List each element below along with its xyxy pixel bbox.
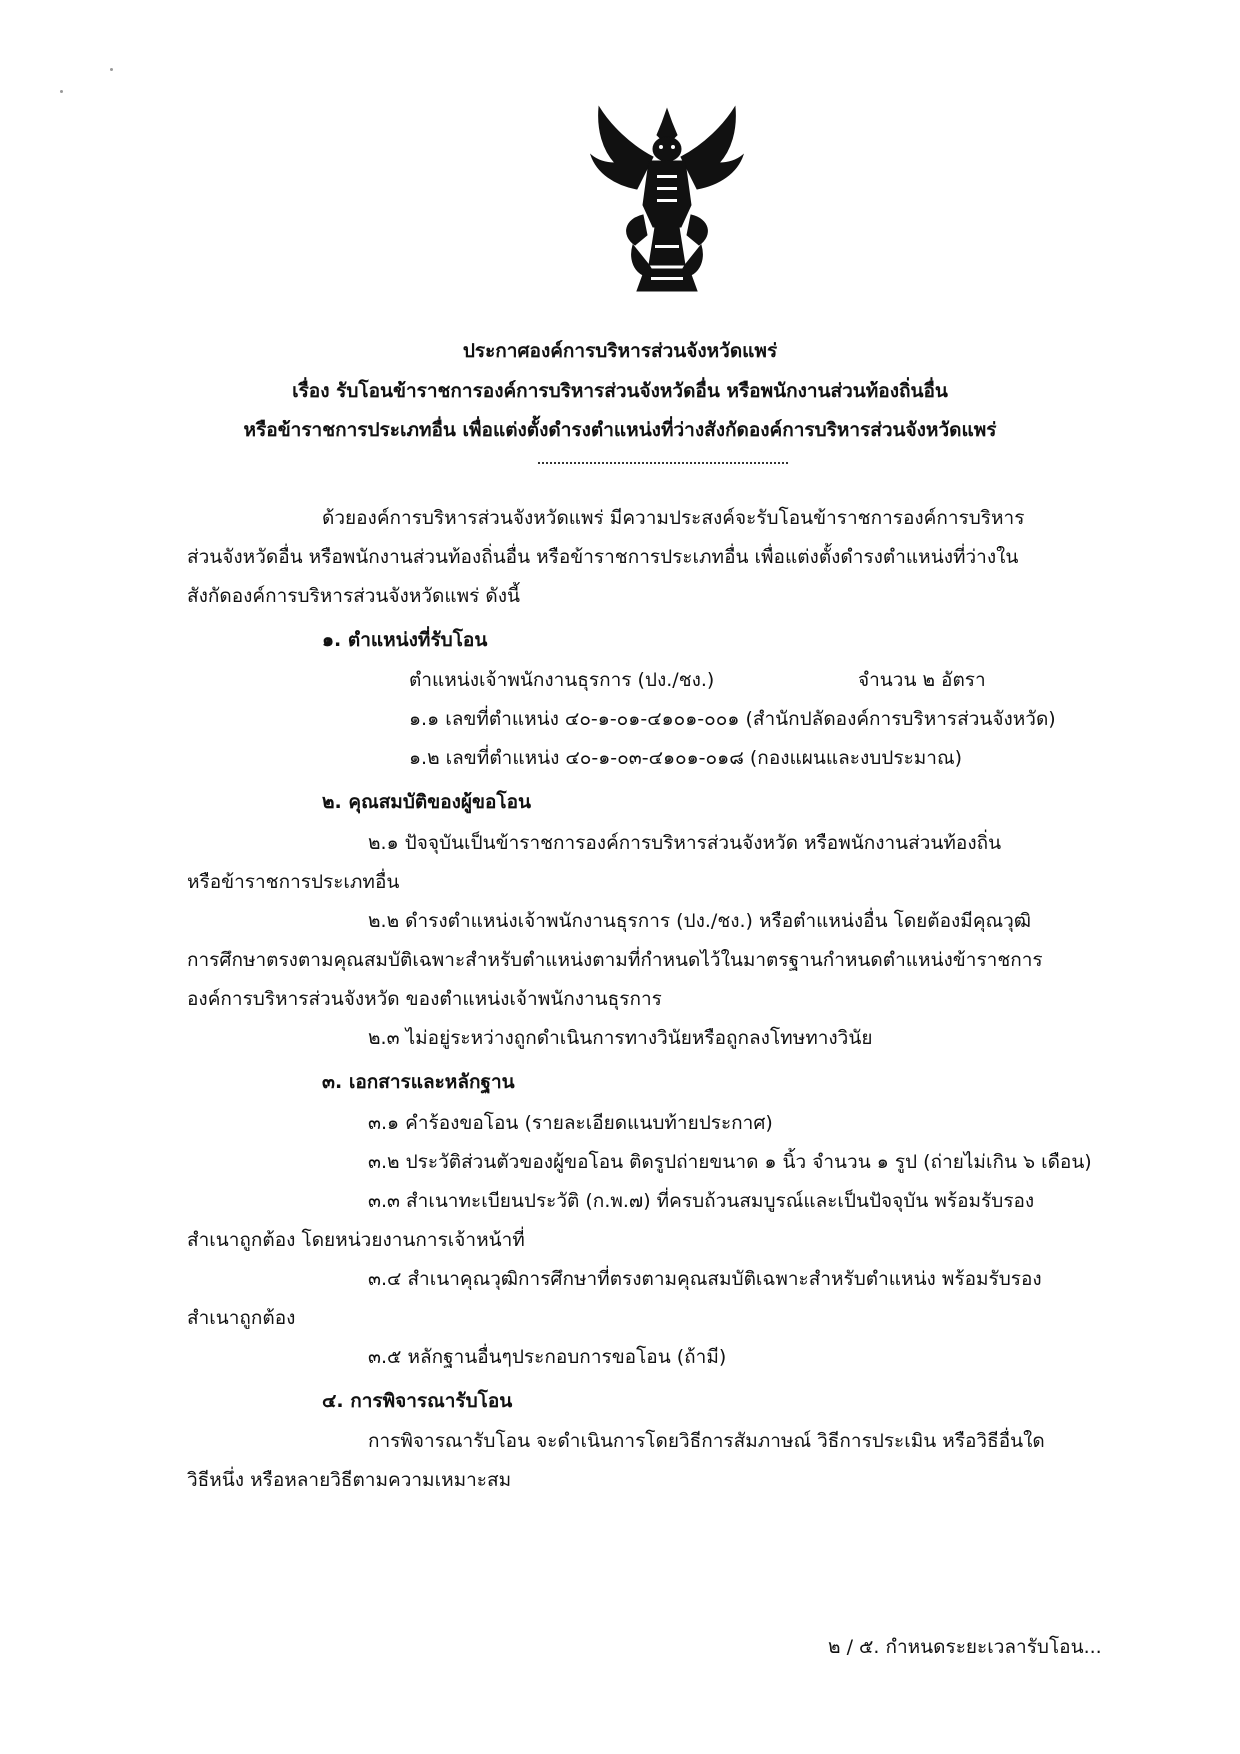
scan-speck	[60, 90, 63, 93]
qualification-line: หรือข้าราชการประเภทอื่น	[187, 871, 400, 893]
intro-paragraph-line: ส่วนจังหวัดอื่น หรือพนักงานส่วนท้องถิ่นอื่น หรือข้าราชการประเภทอื่น เพื่อแต่งตั้งดำรงตำแหน่งที่ว่างใน	[187, 546, 1019, 568]
next-page-note: ๒ / ๕. กำหนดระยะเวลารับโอน...	[828, 1636, 1102, 1658]
position-count: จำนวน ๒ อัตรา	[858, 669, 986, 691]
document-item-line: สำเนาถูกต้อง	[187, 1307, 296, 1329]
qualification-line: ๒.๒ ดำรงตำแหน่งเจ้าพนักงานธุรการ (ปง./ชง.) หรือตำแหน่งอื่น โดยต้องมีคุณวุฒิ	[368, 910, 1032, 932]
section-1-heading: ๑. ตำแหน่งที่รับโอน	[322, 629, 488, 651]
announcement-subject-continued: หรือข้าราชการประเภทอื่น เพื่อแต่งตั้งดำรงตำแหน่งที่ว่างสังกัดองค์การบริหารส่วนจังหวัดแพร่	[243, 419, 997, 441]
document-item-line: ๓.๒ ประวัติส่วนตัวของผู้ขอโอน ติดรูปถ่ายขนาด ๑ นิ้ว จำนวน ๑ รูป (ถ่ายไม่เกิน ๖ เดือน)	[368, 1151, 1092, 1173]
section-2-heading: ๒. คุณสมบัติของผู้ขอโอน	[322, 791, 532, 813]
position-title: ตำแหน่งเจ้าพนักงานธุรการ (ปง./ชง.)	[409, 669, 715, 691]
intro-paragraph-line: สังกัดองค์การบริหารส่วนจังหวัดแพร่ ดังนี้	[187, 585, 520, 607]
intro-paragraph-line: ด้วยองค์การบริหารส่วนจังหวัดแพร่ มีความประสงค์จะรับโอนข้าราชการองค์การบริหาร	[322, 507, 1025, 529]
document-item-line: สำเนาถูกต้อง โดยหน่วยงานการเจ้าหน้าที่	[187, 1229, 525, 1251]
scan-speck	[110, 68, 113, 71]
qualification-line: องค์การบริหารส่วนจังหวัด ของตำแหน่งเจ้าพนักงานธุรการ	[187, 988, 662, 1010]
qualification-line: ๒.๑ ปัจจุบันเป็นข้าราชการองค์การบริหารส่วนจังหวัด หรือพนักงานส่วนท้องถิ่น	[368, 832, 1002, 854]
document-item-line: ๓.๑ คำร้องขอโอน (รายละเอียดแนบท้ายประกาศ)	[368, 1112, 773, 1134]
position-number-item: ๑.๑ เลขที่ตำแหน่ง ๔๐-๑-๐๑-๔๑๐๑-๐๐๑ (สำนักปลัดองค์การบริหารส่วนจังหวัด)	[409, 708, 1056, 730]
garuda-emblem-icon	[585, 105, 750, 295]
consideration-line: วิธีหนึ่ง หรือหลายวิธีตามความเหมาะสม	[187, 1469, 512, 1491]
announcement-subject: เรื่อง รับโอนข้าราชการองค์การบริหารส่วนจังหวัดอื่น หรือพนักงานส่วนท้องถิ่นอื่น	[292, 380, 948, 402]
consideration-line: การพิจารณารับโอน จะดำเนินการโดยวิธีการสัมภาษณ์ วิธีการประเมิน หรือวิธีอื่นใด	[368, 1430, 1045, 1452]
document-item-line: ๓.๔ สำเนาคุณวุฒิการศึกษาที่ตรงตามคุณสมบัติเฉพาะสำหรับตำแหน่ง พร้อมรับรอง	[368, 1268, 1042, 1290]
announcement-title: ประกาศองค์การบริหารส่วนจังหวัดแพร่	[462, 340, 778, 362]
qualification-line: การศึกษาตรงตามคุณสมบัติเฉพาะสำหรับตำแหน่งตามที่กำหนดไว้ในมาตรฐานกำหนดตำแหน่งข้าราชการ	[187, 949, 1043, 971]
section-3-heading: ๓. เอกสารและหลักฐาน	[322, 1071, 515, 1093]
position-number-item: ๑.๒ เลขที่ตำแหน่ง ๔๐-๑-๐๓-๔๑๐๑-๐๑๘ (กองแผนและงบประมาณ)	[409, 747, 963, 769]
qualification-line: ๒.๓ ไม่อยู่ระหว่างถูกดำเนินการทางวินัยหรือถูกลงโทษทางวินัย	[368, 1027, 873, 1049]
header-divider	[538, 462, 788, 464]
section-4-heading: ๔. การพิจารณารับโอน	[322, 1390, 513, 1412]
document-item-line: ๓.๕ หลักฐานอื่นๆประกอบการขอโอน (ถ้ามี)	[368, 1346, 727, 1368]
document-item-line: ๓.๓ สำเนาทะเบียนประวัติ (ก.พ.๗) ที่ครบถ้วนสมบูรณ์และเป็นปัจจุบัน พร้อมรับรอง	[368, 1190, 1035, 1212]
